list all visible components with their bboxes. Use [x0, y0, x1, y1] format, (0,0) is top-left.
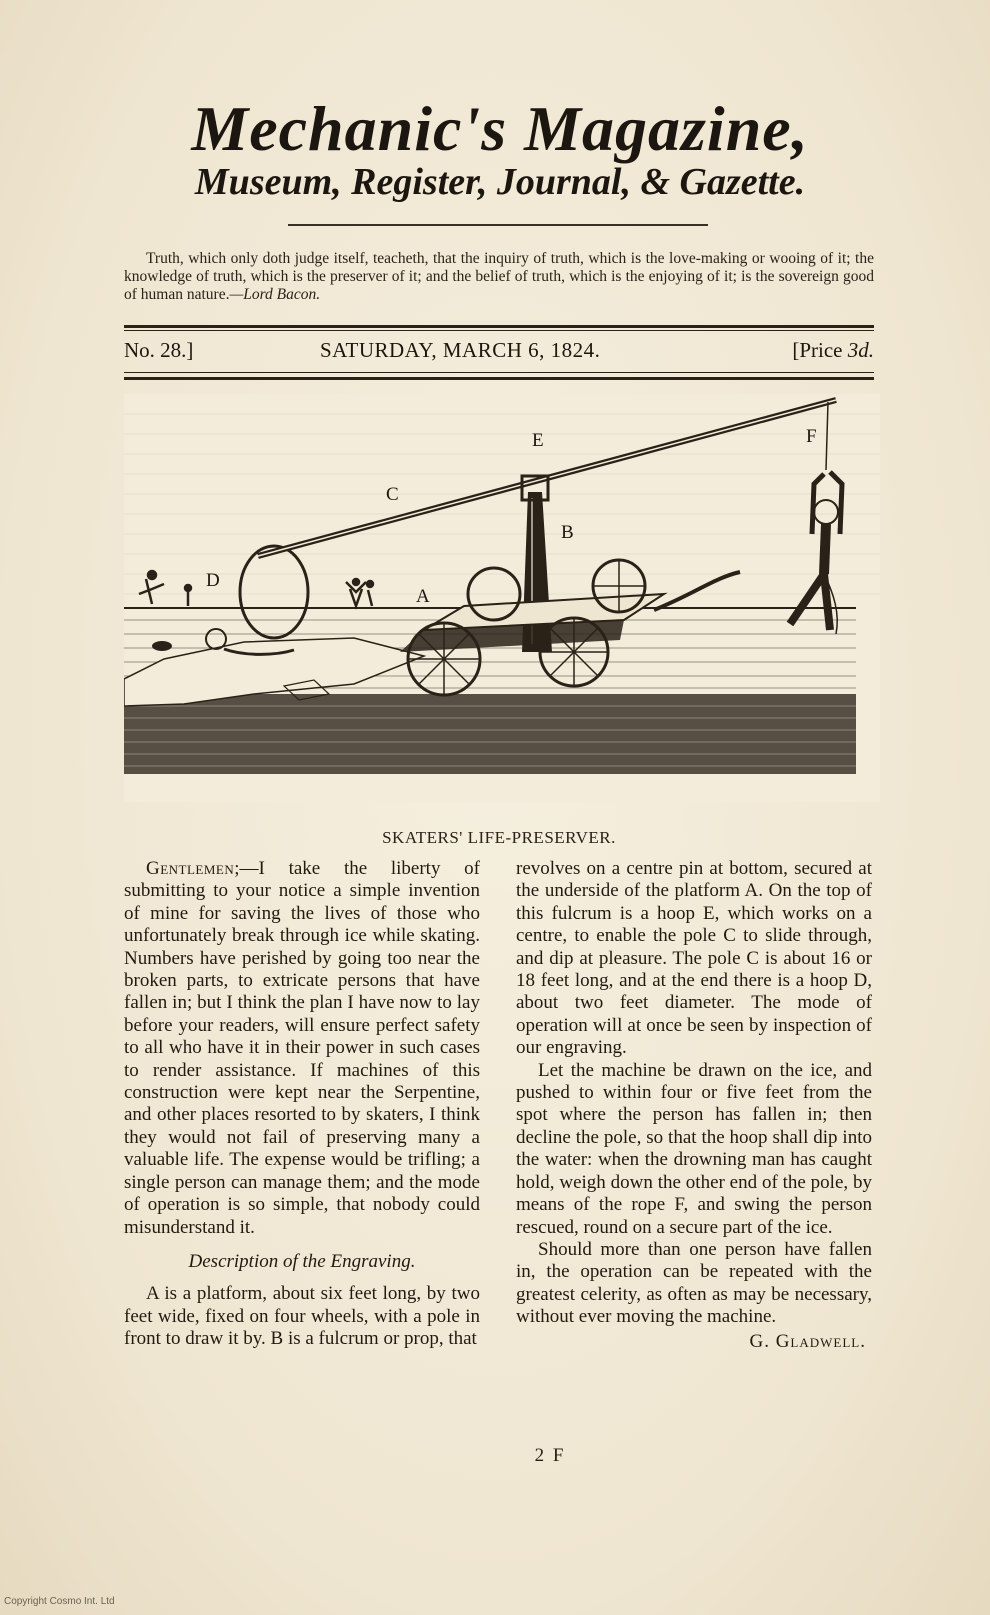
paragraph-1-text: ;—I take the liberty of submitting to your notice a simple invention of mine for saving the lives of those who unfortunately break through ice while skating. Numbers have perished by going too near the broken parts, to extricate persons that have fallen in; but I think the plan I have now to lay before your readers, will ensure perfect safety to all who have it in their power in such cases to render assistance. If machines of this construction were kept near the Serpentine, and other places resorted to by skaters, I think they would not fail of preserving many a valuable life. The expense would be trifling; a single person can manage them; and the mode of operation is so simple, that nobody could misunderstand it.: [124, 858, 480, 1238]
label-a: A: [416, 586, 430, 607]
label-c: C: [386, 484, 399, 505]
price-value: 3d.: [847, 338, 874, 362]
masthead-subtitle: Museum, Register, Journal, & Gazette.: [194, 161, 806, 203]
signature-text: G. Gladwell.: [749, 1330, 866, 1352]
article-column-right: [516, 858, 872, 1353]
label-b: B: [561, 522, 574, 543]
masthead-title: Mechanic's Magazine,: [191, 93, 809, 164]
paragraph-1: [124, 858, 480, 1239]
salutation: Gentlemen: [146, 858, 235, 879]
dateline-rule-bottom: [124, 377, 874, 380]
paragraph-3: Let the machine be drawn on the ice, and pushed to within four or five feet from the spot where the person has fallen in; then decline the pole, so that the hoop shall dip into the water: when the drowning man has caught hold, weigh down the other end of the pole, by means of the rope F, and swing the person rescued, round on a secure part of the ice.: [516, 1059, 872, 1238]
paragraph-2: A is a platform, about six feet long, by two feet wide, fixed on four wheels, with a pole in front to draw it by. B is a fulcrum or prop, that: [124, 1283, 480, 1350]
dateline: [124, 338, 874, 366]
label-d: D: [206, 570, 220, 591]
issue-price: [792, 338, 874, 363]
copyright-notice: Copyright Cosmo Int. Ltd: [4, 1596, 115, 1607]
motto: [124, 250, 874, 304]
signature: [516, 1331, 872, 1353]
paragraph-2-continued: revolves on a centre pin at bottom, secured at the underside of the platform A. On the top of this fulcrum is a hoop E, which works on a centre, to enable the pole C to slide through, and dip at pleasure. The pole C is about 16 or 18 feet long, and at the end there is a hoop D, about two feet diameter. The mode of operation will at once be seen by inspection of our engraving.: [516, 858, 872, 1059]
issue-date: SATURDAY, MARCH 6, 1824.: [320, 338, 601, 362]
dateline-rule-top: [124, 325, 874, 328]
price-prefix: [Price: [792, 338, 848, 362]
issue-number: No. 28.]: [124, 338, 194, 362]
engraving-caption: SKATERS' LIFE-PRESERVER.: [382, 828, 616, 847]
dateline-rule-top-thin: [124, 330, 874, 331]
motto-text: Truth, which only doth judge itself, teacheth, that the inquiry of truth, which is the love-making or wooing of it; the knowledge of truth, which is the preserver of it; and the belief of truth, which is the enjoying of it; is the sovereign good of human nature.: [124, 250, 874, 303]
dateline-rule-bottom-thin: [124, 372, 874, 373]
description-subheading: Description of the Engraving.: [188, 1250, 416, 1272]
label-e: E: [532, 430, 544, 451]
motto-attribution: —Lord Bacon.: [229, 286, 321, 303]
article-column-left: [124, 858, 480, 1351]
label-f: F: [806, 426, 817, 447]
masthead-rule: [288, 224, 708, 226]
folio-signature-mark: 2 F: [534, 1445, 566, 1466]
engraving-illustration: [124, 394, 880, 802]
paragraph-4: Should more than one person have fallen in, the operation can be repeated with the greatest celerity, as often as may be necessary, without ever moving the machine.: [516, 1238, 872, 1328]
